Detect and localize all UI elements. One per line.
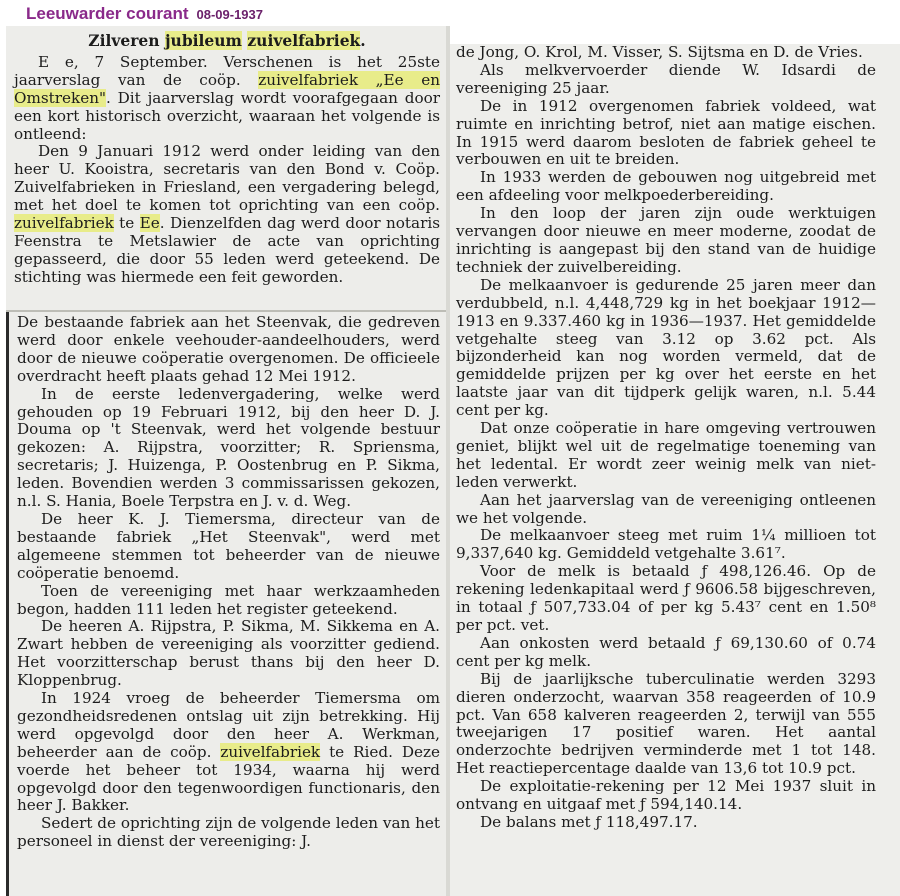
paragraph: Voor de melk is betaald ƒ 498,126.46. Op de rekening ledenkapitaal werd ƒ 9606.58 bijgeschreven, in totaal ƒ 507,733.04 of per kg 5.43⁷ cent en 1.50⁸ per pct. vet.: [456, 562, 876, 634]
paragraph: Sedert de oprichting zijn de volgende leden van het personeel in dienst der vereeniging: J.: [17, 814, 440, 851]
publication-date: 08-09-1937: [196, 7, 263, 22]
headline-text: .: [360, 31, 366, 50]
paragraph: [14, 143, 440, 286]
paragraph-text: . Dienzelfden dag werd door notaris Feenstra te Metslawier de acte van oprichting gepasseerd, die door 55 leden werd geteekend. De stichting was hiermede een feit geworden.: [14, 214, 440, 286]
paragraph: De balans met ƒ 118,497.17.: [480, 812, 698, 831]
paragraph: Dat onze coöperatie in hare omgeving vertrouwen geniet, blijkt wel uit de regelmatige toeneming van het ledental. Er wordt zeer weinig melk van niet-leden verwerkt.: [456, 419, 876, 491]
paragraph-text: E e, 7 September. Verschenen is het 25ste jaarverslag van de coöp.: [14, 52, 440, 89]
paragraph: Bij de jaarlijksche tuberculinatie werden 3293 dieren onderzocht, waarvan 358 reageerden of 10.9 pct. Van 658 kalveren reageerden 2, terwijl van 555 tweejarigen 17 positief waren. Het aantal onderzochte bedrijven verminderde met 1 tot 148. Het reactiepercentage daalde van 13,6 tot 10.9 pct.: [456, 669, 876, 778]
article-headline: [14, 32, 440, 50]
paragraph: Aan het jaarverslag van de vereeniging ontleenen we het volgende.: [456, 490, 876, 527]
search-highlight: zuivelfabriek: [247, 31, 361, 50]
newspaper-title[interactable]: Leeuwarder courant: [26, 4, 189, 23]
paragraph: [17, 690, 440, 815]
paragraph: Als melkvervoerder diende W. Idsardi de vereeniging 25 jaar.: [456, 60, 876, 97]
paragraph: [14, 54, 440, 144]
paragraph: De in 1912 overgenomen fabriek voldeed, wat ruimte en inrichting betrof, niet aan matige eischen. In 1915 werd daarom besloten de fabriek geheel te verbouwen en uit te breiden.: [456, 96, 876, 169]
search-highlight: zuivelfabriek: [220, 742, 321, 761]
paragraph: De melkaanvoer is gedurende 25 jaren meer dan verdubbeld, n.l. 4,448,729 kg in het boekjaar 1912—1913 en 9.337.460 kg in 1936—1937. Het gemiddelde vetgehalte steeg van 3.12 op 3.62 pct. Als bijzonderheid kan nog worden vermeld, dat de gemiddelde prijzen per kg over het eerste en het laatste jaar van dit tijdperk gelijk waren, n.l. 5.44 cent per kg.: [456, 275, 876, 420]
search-highlight: Ee: [139, 214, 160, 233]
paragraph-text: Den 9 Januari 1912 werd onder leiding van den heer U. Kooistra, secretaris van den Bond v. Coöp. Zuivelfabrieken in Friesland, een vergadering belegd, met het doel te komen tot oprichting van een coöp.: [14, 142, 440, 215]
article-clip-left: [6, 312, 446, 896]
paragraph-text: te Ried. Deze voerde het beheer tot 1934, waarna hij werd opgevolgd door den tegenwoordigen functionaris, den heer J. Bakker.: [17, 742, 441, 815]
paragraph: De heer K. J. Tiemersma, directeur van de bestaande fabriek „Het Steenvak", werd met algemeene stemmen tot beheerder van de nieuwe coöperatie benoemd.: [17, 509, 440, 582]
paragraph: de Jong, O. Krol, M. Visser, S. Sijtsma en D. de Vries.: [456, 44, 863, 61]
article-clip-intro: [6, 26, 446, 310]
article-clip-right: [450, 44, 900, 896]
paragraph: In den loop der jaren zijn oude werktuigen vervangen door nieuwe en meer moderne, zoodat de inrichting is aangepast bij den stand van de huidige techniek der zuivelbereiding.: [456, 204, 876, 276]
search-highlight: zuivelfabriek „Ee en Omstreken": [14, 70, 440, 107]
paragraph: In de eerste ledenvergadering, welke werd gehouden op 19 Februari 1912, bij den heer D. J. Douma op 't Steenvak, werd het volgende bestuur gekozen: A. Rijpstra, voorzitter; R. Spriensma, secretaris; J. Huizenga, P. Oostenbrug en P. Sikma, leden. Bovendien werden 3 commissarissen gekozen, n.l. S. Hania, Boele Terpstra en J. v. d. Weg.: [17, 384, 440, 511]
search-highlight: zuivelfabriek: [14, 214, 114, 233]
search-highlight: jubileum: [164, 31, 242, 50]
paragraph-text: te: [113, 214, 140, 233]
paragraph: De melkaanvoer steeg met ruim 1¼ millioen tot 9,337,640 kg. Gemiddeld vetgehalte 3.61⁷.: [456, 526, 876, 563]
paragraph: De bestaande fabriek aan het Steenvak, die gedreven werd door enkele veehouder-aandeelhouders, werd door de nieuwe coöperatie overgenomen. De officieele overdracht heeft plaats gehad 12 Mei 1912.: [17, 313, 440, 385]
paragraph: Toen de vereeniging met haar werkzaamheden begon, hadden 111 leden het register geteekend.: [17, 581, 440, 618]
headline-text: Zilveren: [88, 31, 165, 50]
paragraph-text: In 1924 vroeg de beheerder Tiemersma om gezondheidsredenen ontslag uit zijn betrekking. Hij werd opgevolgd door den heer A. Werkman, beheerder aan de coöp.: [17, 689, 440, 761]
paragraph: De heeren A. Rijpstra, P. Sikma, M. Sikkema en A. Zwart hebben de vereeniging als voorzitter gediend. Het voorzitterschap berust thans bij den heer D. Kloppenbrug.: [17, 617, 440, 690]
paragraph: In 1933 werden de gebouwen nog uitgebreid met een afdeeling voor melkpoederbereiding.: [456, 168, 876, 205]
source-header: [0, 0, 900, 26]
paragraph: Aan onkosten werd betaald ƒ 69,130.60 of 0.74 cent per kg melk.: [456, 633, 876, 670]
paragraph-text: . Dit jaarverslag wordt voorafgegaan door een kort historisch overzicht, waaraan het volgende is ontleend:: [14, 88, 440, 143]
paragraph: De exploitatie-rekening per 12 Mei 1937 sluit in ontvang en uitgaaf met ƒ 594,140.14.: [456, 777, 876, 814]
